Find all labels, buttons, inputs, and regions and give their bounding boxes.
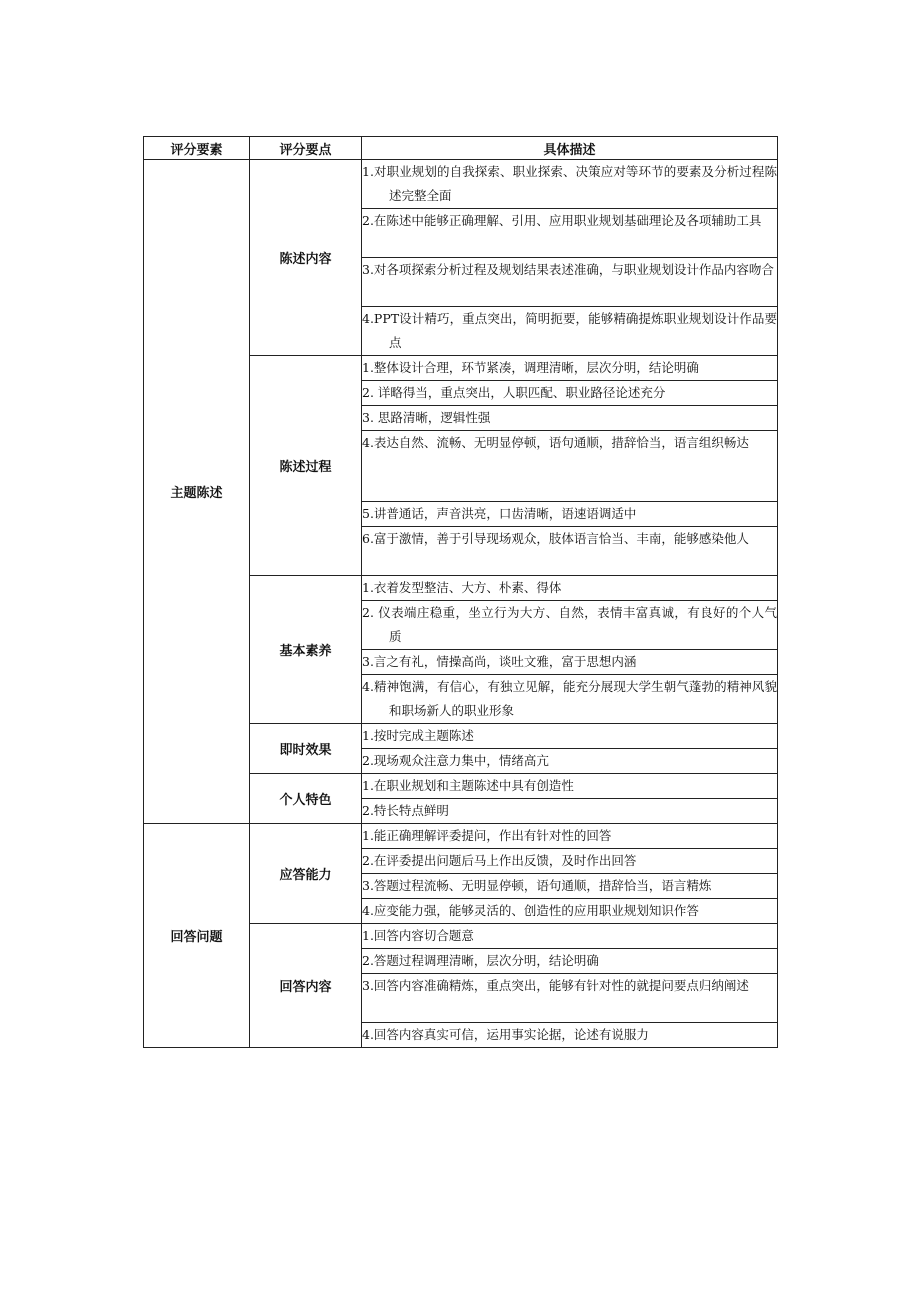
description-cell	[362, 160, 778, 209]
description-text: 1.按时完成主题陈述	[362, 728, 474, 743]
description-text: 1.衣着发型整洁、大方、朴素、得体	[362, 580, 562, 595]
description-cell	[362, 1023, 778, 1048]
description-cell	[362, 974, 778, 1023]
point-cell: 个人特色	[250, 774, 362, 824]
description-cell	[362, 502, 778, 527]
description-cell	[362, 650, 778, 675]
description-cell	[362, 949, 778, 974]
description-text: 4.应变能力强，能够灵活的、创造性的应用职业规划知识作答	[362, 903, 699, 918]
description-cell	[362, 924, 778, 949]
table-row	[144, 824, 778, 849]
description-text: 1.能正确理解评委提问，作出有针对性的回答	[362, 828, 612, 843]
description-cell	[362, 356, 778, 381]
description-cell	[362, 381, 778, 406]
description-cell	[362, 824, 778, 849]
description-cell	[362, 601, 778, 650]
description-text: 4.PPT设计精巧，重点突出，简明扼要，能够精确提炼职业规划设计作品要点	[362, 311, 777, 350]
description-cell	[362, 799, 778, 824]
point-cell: 陈述内容	[250, 160, 362, 356]
description-text: 3. 思路清晰，逻辑性强	[362, 410, 491, 425]
point-cell: 陈述过程	[250, 356, 362, 576]
header-point: 评分要点	[250, 137, 362, 160]
element-cell: 回答问题	[144, 824, 250, 1048]
description-text: 2. 仪表端庄稳重，坐立行为大方、自然，表情丰富真诚，有良好的个人气质	[362, 605, 777, 644]
description-text: 2.特长特点鲜明	[362, 803, 449, 818]
description-cell	[362, 576, 778, 601]
description-text: 2.答题过程调理清晰，层次分明，结论明确	[362, 953, 599, 968]
description-text: 2.在陈述中能够正确理解、引用、应用职业规划基础理论及各项辅助工具	[362, 213, 762, 228]
description-cell	[362, 675, 778, 724]
description-cell	[362, 406, 778, 431]
description-text: 6.富于激情，善于引导现场观众，肢体语言恰当、丰南，能够感染他人	[362, 531, 749, 546]
header-element: 评分要素	[144, 137, 250, 160]
description-text: 1.回答内容切合题意	[362, 928, 474, 943]
point-cell: 回答内容	[250, 924, 362, 1048]
description-cell	[362, 258, 778, 307]
description-cell	[362, 724, 778, 749]
description-cell	[362, 209, 778, 258]
description-text: 1.对职业规划的自我探索、职业探索、决策应对等环节的要素及分析过程陈述完整全面	[362, 164, 777, 203]
rubric-sheet	[143, 136, 777, 1048]
description-text: 3.回答内容准确精炼，重点突出，能够有针对性的就提问要点归纳阐述	[362, 978, 749, 993]
description-cell	[362, 749, 778, 774]
description-cell	[362, 774, 778, 799]
table-row	[144, 160, 778, 209]
description-text: 3.答题过程流畅、无明显停顿，语句通顺，措辞恰当，语言精炼	[362, 878, 712, 893]
description-cell	[362, 431, 778, 502]
description-cell	[362, 899, 778, 924]
header-description: 具体描述	[362, 137, 778, 160]
description-text: 2.在评委提出问题后马上作出反馈，及时作出回答	[362, 853, 637, 868]
description-cell	[362, 307, 778, 356]
description-text: 1.在职业规划和主题陈述中具有创造性	[362, 778, 574, 793]
point-cell: 基本素养	[250, 576, 362, 724]
description-text: 4.回答内容真实可信，运用事实论据，论述有说服力	[362, 1027, 649, 1042]
description-text: 3.言之有礼，情操高尚，谈吐文雅，富于思想内涵	[362, 654, 637, 669]
description-cell	[362, 849, 778, 874]
description-text: 4.精神饱满，有信心，有独立见解，能充分展现大学生朝气蓬勃的精神风貌和职场新人的职业形象	[362, 679, 777, 718]
description-text: 3.对各项探索分析过程及规划结果表述准确，与职业规划设计作品内容吻合	[362, 262, 774, 277]
description-text: 2. 详略得当，重点突出，人职匹配、职业路径论述充分	[362, 385, 666, 400]
description-text: 4.表达自然、流畅、无明显停顿，语句通顺，措辞恰当，语言组织畅达	[362, 435, 749, 450]
description-cell	[362, 527, 778, 576]
description-cell	[362, 874, 778, 899]
point-cell: 应答能力	[250, 824, 362, 924]
description-text: 5.讲普通话，声音洪亮，口齿清晰，语速语调适中	[362, 506, 637, 521]
scoring-rubric-table	[143, 136, 778, 1048]
description-text: 1.整体设计合理，环节紧凑，调理清晰，层次分明，结论明确	[362, 360, 699, 375]
point-cell: 即时效果	[250, 724, 362, 774]
header-row	[144, 137, 778, 160]
description-text: 2.现场观众注意力集中，情绪高亢	[362, 753, 549, 768]
element-cell: 主题陈述	[144, 160, 250, 824]
